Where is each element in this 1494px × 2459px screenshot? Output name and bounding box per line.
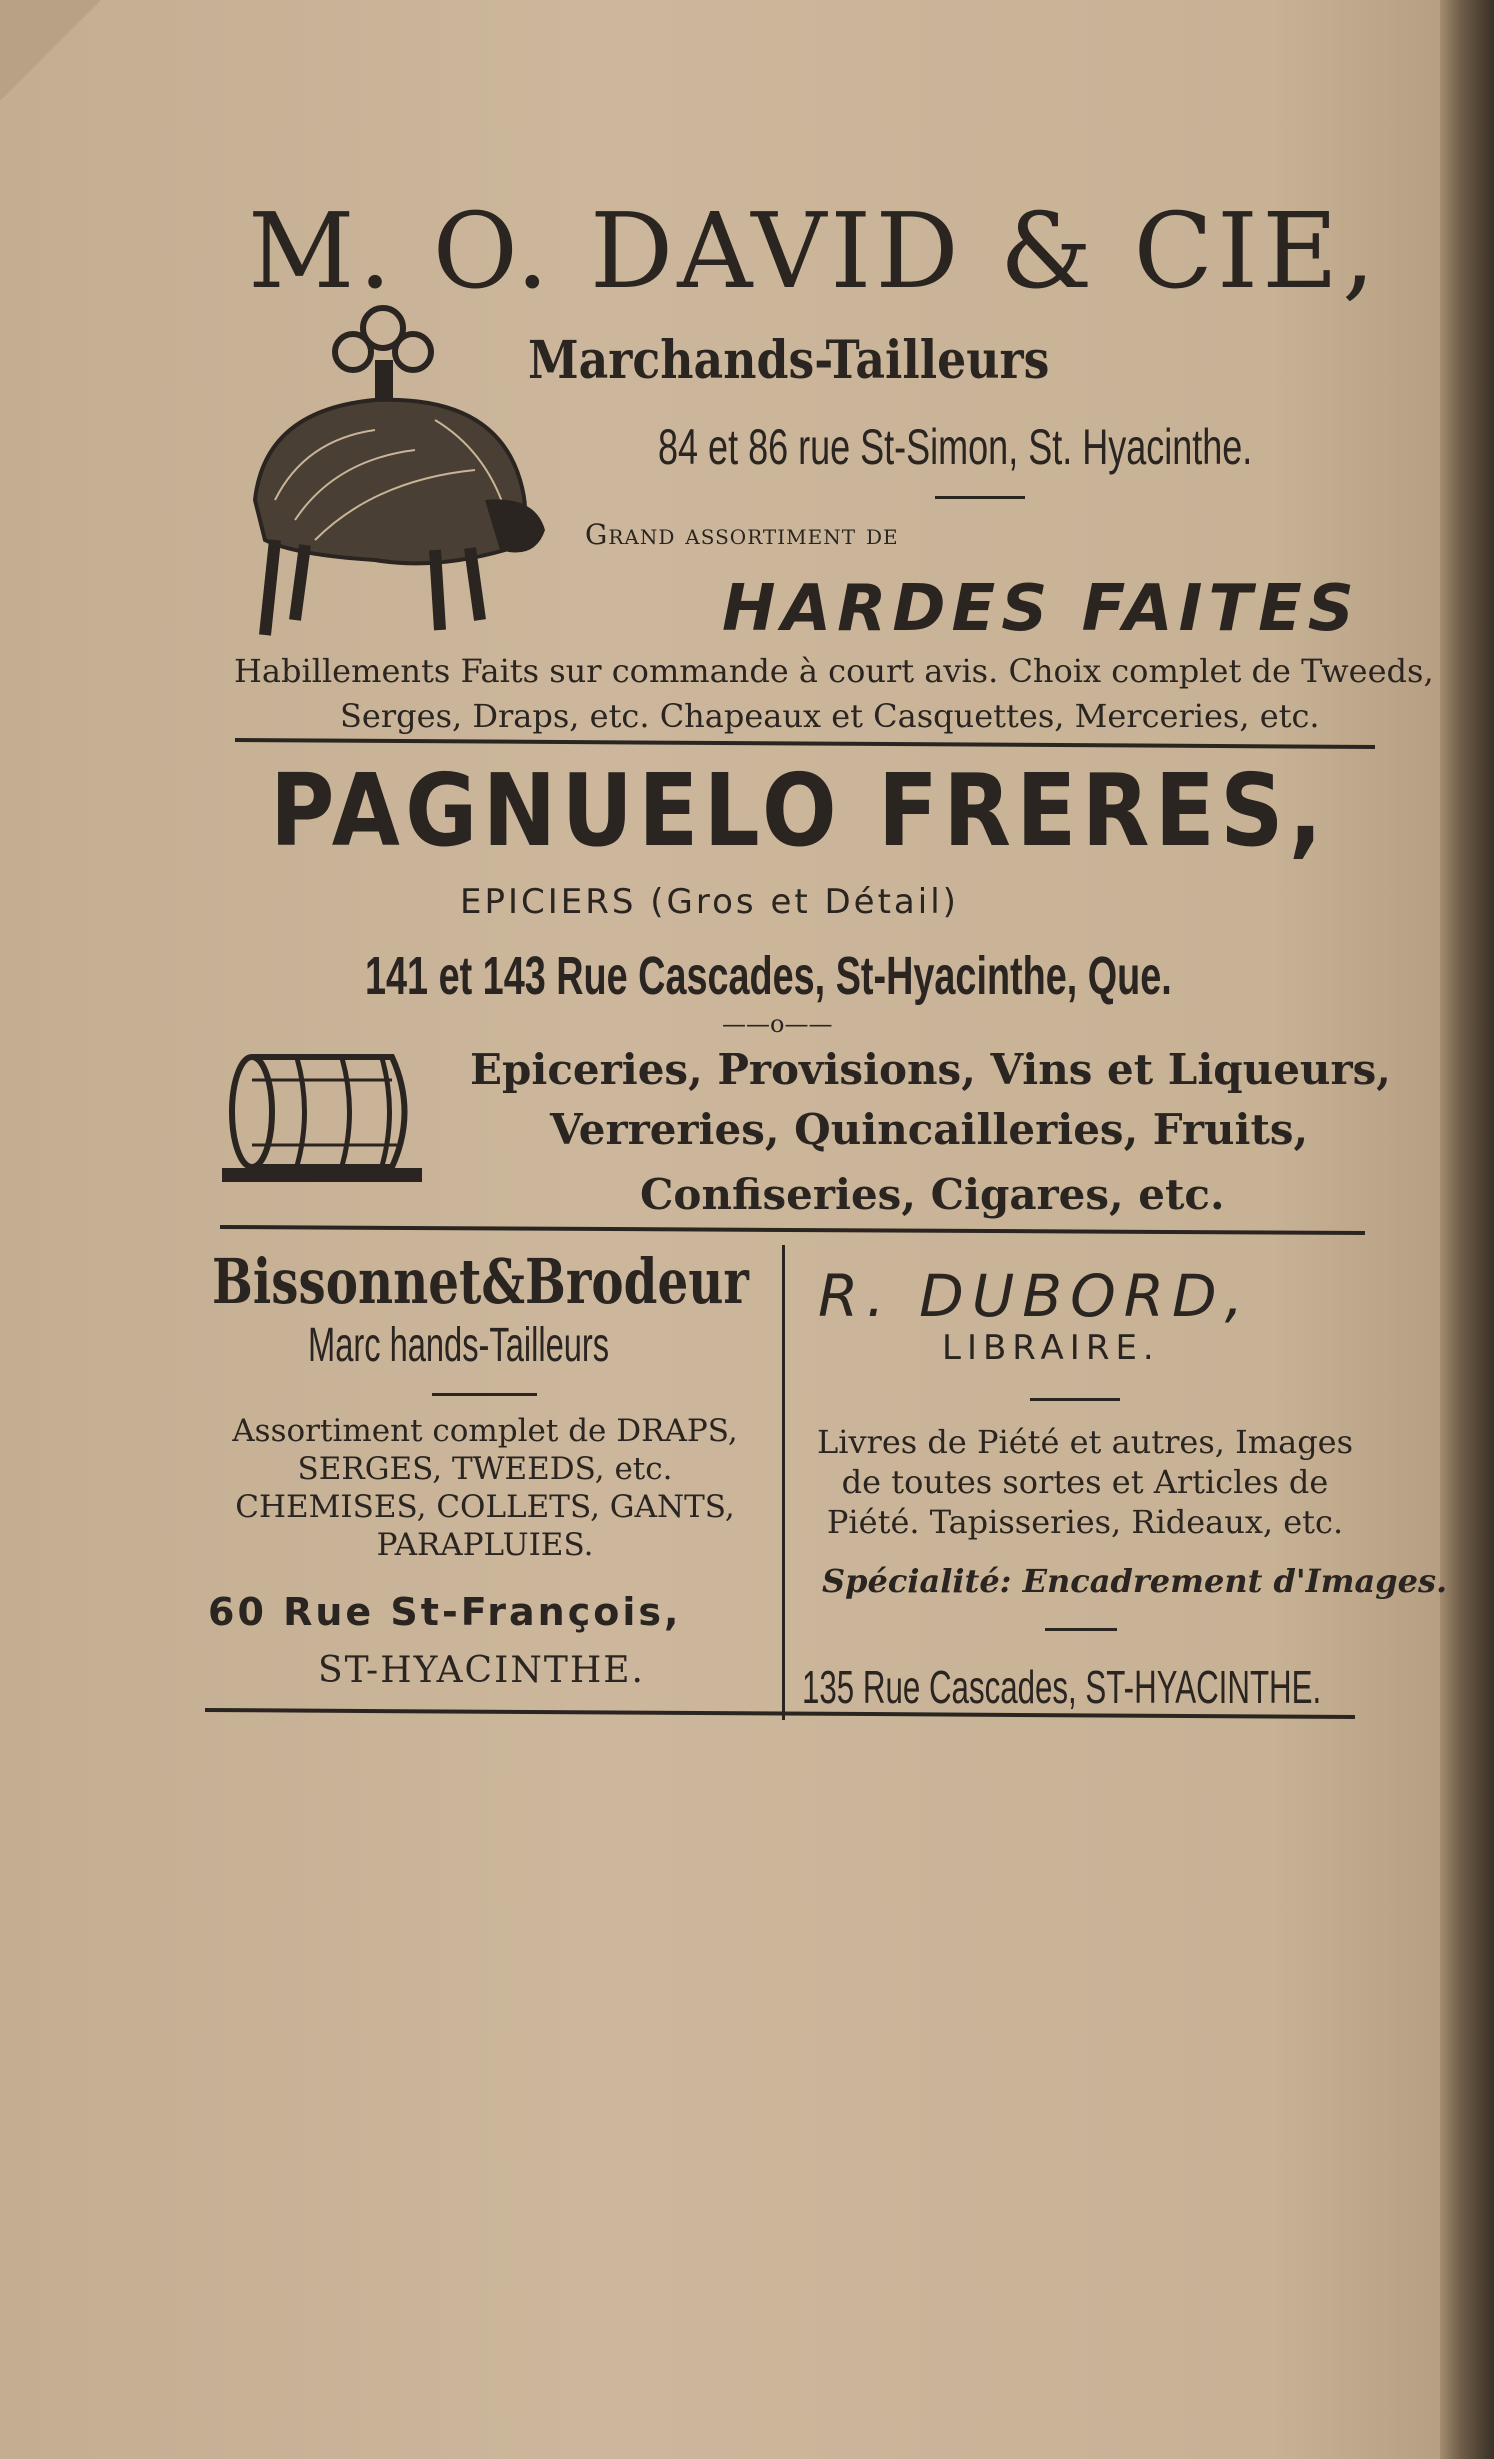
divider xyxy=(432,1393,537,1396)
ad-pagnuelo-ornament: ——o—— xyxy=(722,1010,833,1038)
ad-pagnuelo-trade: EPICIERS (Gros et Détail) xyxy=(460,882,959,922)
ad-bissonnet-trade: Marc hands-Tailleurs xyxy=(308,1319,610,1372)
divider xyxy=(1045,1628,1117,1631)
ad-pagnuelo-firm: PAGNUELO FRERES, xyxy=(270,752,1328,869)
ad-bissonnet-address: 60 Rue St-François, xyxy=(208,1590,682,1634)
ad-pagnuelo-address: 141 et 143 Rue Cascades, St-Hyacinthe, Que. xyxy=(365,946,1172,1006)
column-divider xyxy=(782,1245,785,1720)
divider xyxy=(935,496,1025,499)
ad-david-assortment: Grand assortiment de xyxy=(585,518,899,551)
ad-dubord-firm: R. DUBORD, xyxy=(818,1262,1252,1330)
ad-bissonnet-description: Assortiment complet de DRAPS, SERGES, TWEEDS, etc. CHEMISES, COLLETS, GANTS, PARAPLUIES. xyxy=(232,1413,738,1563)
folded-corner xyxy=(0,0,100,100)
ad-dubord-description: Livres de Piété et autres, Images de toutes sortes et Articles de Piété. Tapisseries, Rideaux, etc. xyxy=(816,1423,1354,1541)
ad-pagnuelo-goods-line2: Verreries, Quincailleries, Fruits, xyxy=(550,1105,1309,1154)
book-spine xyxy=(1440,0,1494,2459)
ad-bissonnet-firm: Bissonnet&Brodeur xyxy=(212,1245,749,1318)
ad-david-trade: Marchands-Tailleurs xyxy=(528,330,1050,391)
ad-david-firm: M. O. DAVID & CIE, xyxy=(248,190,1380,312)
ad-dubord-trade: LIBRAIRE. xyxy=(942,1328,1160,1368)
ad-david-headline: HARDES FAITES xyxy=(722,572,1360,646)
divider xyxy=(1030,1398,1120,1401)
ad-david-details-line1: Habillements Faits sur commande à court avis. Choix complet de Tweeds, xyxy=(234,652,1434,690)
ad-david-details-line2: Serges, Draps, etc. Chapeaux et Casquettes, Merceries, etc. xyxy=(340,697,1320,735)
ad-david-address: 84 et 86 rue St-Simon, St. Hyacinthe. xyxy=(658,419,1253,475)
golden-fleece-ram-icon xyxy=(235,300,545,640)
ad-bissonnet-city: ST-HYACINTHE. xyxy=(318,1650,645,1691)
barrel-icon xyxy=(222,1050,422,1185)
ad-dubord-address: 135 Rue Cascades, ST-HYACINTHE. xyxy=(802,1661,1322,1713)
ad-dubord-specialty: Spécialité: Encadrement d'Images. xyxy=(822,1562,1448,1600)
ad-pagnuelo-goods-line1: Epiceries, Provisions, Vins et Liqueurs, xyxy=(470,1045,1391,1094)
ad-pagnuelo-goods-line3: Confiseries, Cigares, etc. xyxy=(640,1170,1225,1219)
